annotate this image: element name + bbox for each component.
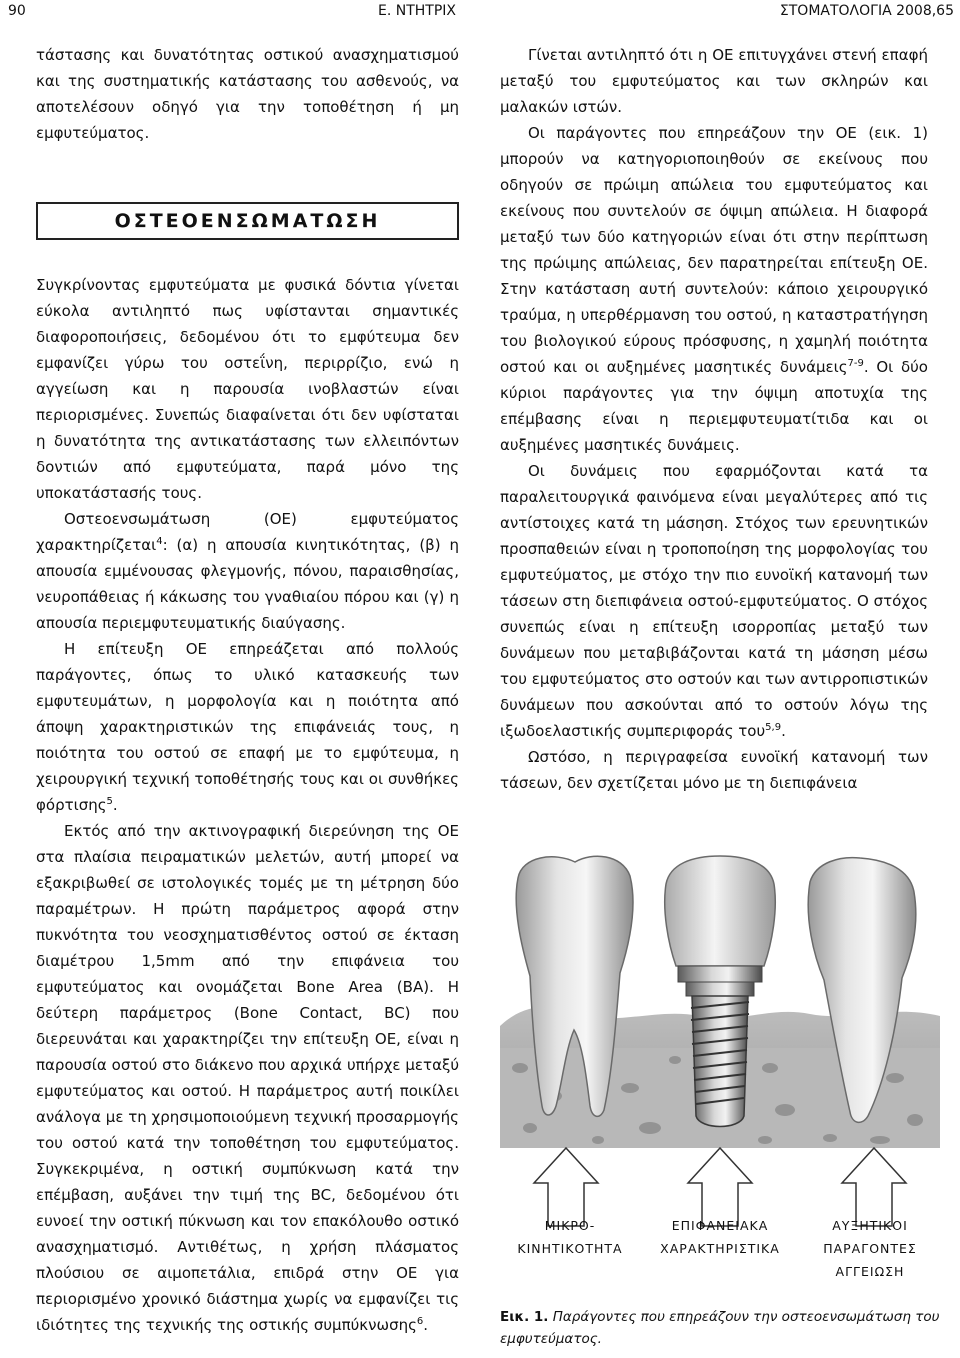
paragraph-failure: Οι παράγοντες που επηρεάζουν την ΟΕ (εικ. 1) μπορούν να κατηγοριοποιηθούν σε εκείνους που οδηγούν σε πρώιμη απώλεια του εμφυτεύματος και εκείνους που συντελούν σε όψιμη απώλεια. Η διαφορά μεταξύ των δύο κατηγοριών είναι ότι στην περίπτωση της πρώιμης απώλειας, δεν παρατηρείται επίτευξη ΟΕ. Στην κατάσταση αυτή συντελούν: κάποιο χειρουργικό τραύμα, η υπερθέρμανση του οστού, η καταστρατήγηση του βιολογικού εύρους πρόσφυσης, η χαμηλή ποιότητα οστού και οι αυξημένες μασητικές δυνάμεις$^{7-9}$. Οι δύο κύριοι παράγοντες για την όψιμη αποτυχία της επέμβασης είναι η περιεμφυτευματίτιδα και οι αυξημένες μασητικές δυνάμεις. [500,124,928,454]
paragraph-forces: Οι δυνάμεις που εφαρμόζονται κατά τα παραλειτουργικά φαινόμενα είναι μεγαλύτερες από τις αντίστοιχες κατά τη μάσηση. Στόχος των ερευνητικών προσπαθειών είναι η τροποποίηση της μορφολογίας του εμφυτεύματος, με στόχο την πιο ευνοϊκή κατανομή των τάσεων στη διεπιφάνεια οστού-εμφυτεύματος. Ο στόχος συνεπώς είναι η επίτευξη ισορροπίας μεταξύ των δυνάμεων που μεταβιβάζονται κατά τη μάσηση μέσω του εμφυτεύματος στο οστούν και των αντιρροπιστικών δυνάμεων που ασκούνται από το οστούν λόγω της ιξωδοελαστικής συμπεριφοράς του$^{5,9}$. [500,462,928,740]
right-column [500,42,928,796]
reference-4: 4 [156,536,163,547]
label-surface-characteristics: ΕΠΙΦΑΝΕΙΑΚΑ ΧΑΡΑΚΤΗΡΙΣΤΙΚΑ [660,1218,780,1256]
paragraph-comparison: Συγκρίνοντας εμφυτεύματα με φυσικά δόντια γίνεται εύκολα αντιληπτό πως υφίστανται σημαντικές διαφοροποιήσεις, δεδομένου ότι το εμφύτευμα δεν εμφανίζει γύρω του οστεΐνη, περιρρίζιο, ενώ η αγγείωση και η παρουσία ινοβλαστών είναι περιορισμένες. Συνεπώς διαφαίνεται ότι δεν υφίσταται η δυνατότητα της αντικατάστασης των ελλειπόντων δοντιών από εμφυτεύματα, παρά μόνο της υποκατάστασής τους. [36,276,459,502]
paragraph-parameters: Εκτός από την ακτινογραφική διερεύνηση της ΟΕ στα πλαίσια πειραματικών μελετών, αυτή μπορεί να εξακριβωθεί σε ιστολογικές τομές με τη μέτρηση δύο παραμέτρων. Η πρώτη παράμετρος αφορά στην πυκνότητα του νεοσχηματισθέντος οστού σε έκταση διαμέτρου 1,5mm από την επιφάνεια του εμφυτεύματος και ονομάζεται Bone Area (BA). Η δεύτερη παράμετρος (Bone Contact, BC) που διερευνάται και χαρακτηρίζει την επίτευξη ΟΕ, είναι η παρουσία οστού στο διάκενο που αρχικά υπήρχε μεταξύ εμφυτεύματος και οστού. Η παράμετρος αυτή ποικίλει ανάλογα με τη χρησιμοποιούμενη τεχνική προσαρμογής του οστού κατά την τοποθέτηση του εμφυτεύματος. Συγκεκριμένα, η οστική συμπύκνωση κατά την επέμβαση, αυξάνει την τιμή της BC, δεδομένου ότι ευνοεί την οστική πύκνωση και τον επακόλουθο οστικό ανασχηματισμό. Αντιθέτως, η χρήση πλάσματος πλούσιου σε αιμοπετάλια, επιδρά στην ΟΕ για περιορισμένο χρονικό διάστημα χωρίς να εμφανίζει τις ιδιότητες της τεχνικής της οστικής συμπύκνωσης$^6$. [36,822,459,1334]
caption-label: Εικ. 1. [500,1309,549,1325]
paragraph-stress: Ωστόσο, η περιγραφείσα ευνοϊκή κατανομή των τάσεων, δεν σχετίζεται μόνο με τη διεπιφάνεια [500,748,928,792]
intro-paragraph: τάστασης και δυνατότητας οστικού ανασχηματισμού και της συστηματικής κατάστασης του ασθενούς, να αποτελέσουν οδηγό για την τοποθέτηση ή μη εμφυτεύματος. [36,46,459,142]
page-header [0,0,960,26]
figure-implant-illustration [500,848,940,1293]
figure-caption [500,1306,940,1350]
paragraph-contact: Γίνεται αντιληπτό ότι η ΟΕ επιτυγχάνει στενή επαφή μεταξύ του εμφυτεύματος και των σκληρών και μαλακών ιστών. [500,46,928,116]
caption-text: Παράγοντες που επηρεάζουν την οστεοενσωμάτωση του εμφυτεύματος. [500,1309,940,1347]
article-author: Ε. ΝΤΗΤΡΙΧ [378,3,457,19]
reference-5-9: 5,9 [765,722,782,733]
left-column [36,42,459,1338]
label-growth-factors: ΑΥΞΗΤΙΚΟΙ ΠΑΡΑΓΟΝΤΕΣ ΑΓΓΕΙΩΣΗ [823,1218,917,1279]
paragraph-definition: Οστεοενσωμάτωση (ΟΕ) εμφυτεύματος χαρακτηρίζεται$^4$: (α) η απουσία κινητικότητας, (β) η απουσία εμμένουσας φλεγμονής, πόνου, παραισθησίας, νευροπάθειας ή κάκωσης του γναθιαίου πόρου και (γ) η απουσία περιεμφυτευματικής διαύγασης. [36,510,459,632]
reference-7-9: 7-9 [847,358,864,369]
section-title: ΟΣΤΕΟΕΝΣΩΜΑΤΩΣΗ [114,210,381,232]
reference-5: 5 [106,796,113,807]
paragraph-factors: Η επίτευξη ΟΕ επηρεάζεται από πολλούς παράγοντες, όπως το υλικό κατασκευής των εμφυτευμάτων, η μορφολογία και η ποιότητα από άποψη χαρακτηριστικών της επιφάνειάς τους, η ποιότητα του οστού σε επαφή με το εμφύτευμα, η χειρουργική τεχνική τοποθέτησής τους και οι συνθήκες φόρτισης$^5$. [36,640,459,814]
section-heading-box [36,202,459,240]
page-number: 90 [8,3,26,19]
label-micro-mobility: ΜΙΚΡΟ- ΚΙΝΗΤΙΚΟΤΗΤΑ [517,1218,623,1256]
reference-6: 6 [416,1316,424,1327]
journal-name: ΣΤΟΜΑΤΟΛΟΓΙΑ 2008,65 [779,3,954,19]
